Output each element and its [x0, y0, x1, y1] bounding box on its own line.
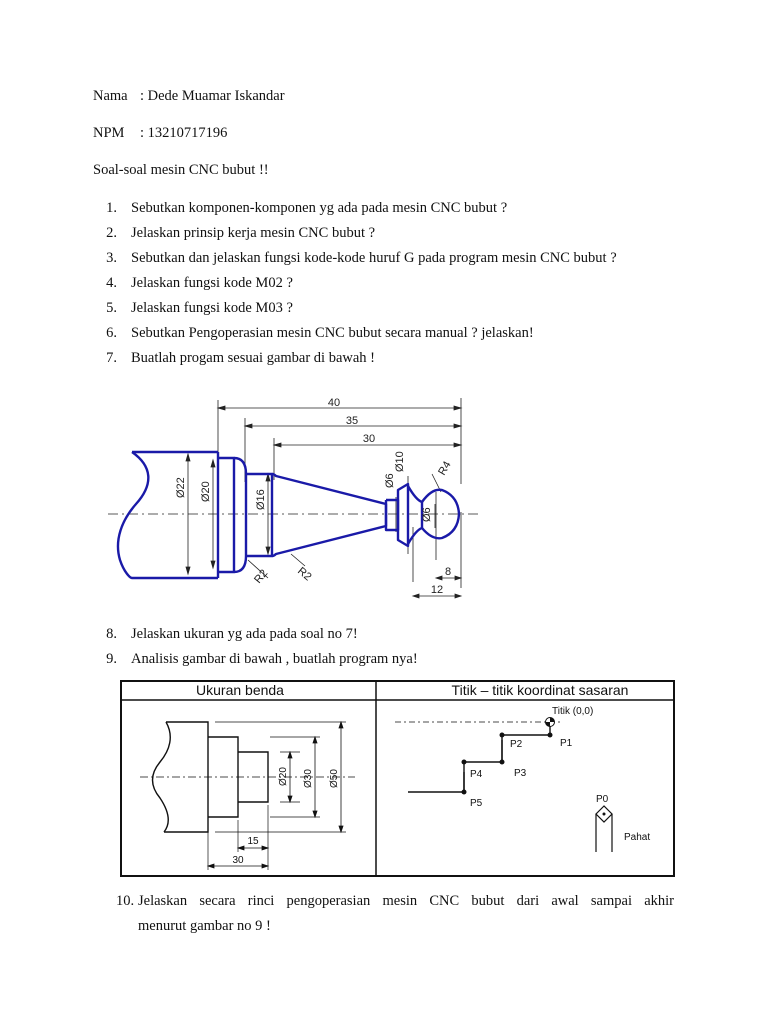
r4-label: R4: [436, 459, 454, 478]
npm-label: NPM: [93, 125, 125, 141]
dia-16: Ø16: [255, 489, 267, 510]
list-item: 3. Sebutkan dan jelaskan fungsi kode-kode huruf G pada program mesin CNC bubut ?: [106, 250, 617, 266]
dia-6a: Ø6: [384, 473, 396, 488]
nama-line: [93, 88, 285, 105]
list-item: 7. Buatlah progam sesuai gambar di bawah !: [106, 350, 376, 366]
dia-50-label: Ø50: [329, 769, 340, 788]
r2-label-a: R2: [252, 567, 271, 586]
p4-label: P4: [470, 769, 483, 780]
list-item: 2. Jelaskan prinsip kerja mesin CNC bubut ?: [106, 225, 376, 241]
dia-22: Ø22: [175, 477, 187, 498]
dia-20-label: Ø20: [278, 767, 289, 786]
right-panel-title: Titik – titik koordinat sasaran: [451, 682, 629, 698]
nama-label: Nama: [93, 88, 128, 104]
question-10-line1: Jelaskan secara rinci pengoperasian mesin CNC bubut dari awal sampai akhir: [138, 893, 674, 909]
p0-label: P0: [596, 794, 609, 805]
r2-label-b: R2: [295, 565, 314, 584]
question-10-number: 10.: [116, 893, 135, 909]
dia-20: Ø20: [200, 481, 212, 502]
npm-value: : 13210717196: [140, 125, 228, 141]
list-item: 9. Analisis gambar di bawah , buatlah program nya!: [106, 651, 418, 667]
dia-6b: Ø6: [421, 507, 433, 522]
dim-15-label: 15: [247, 836, 259, 847]
list-item: 6. Sebutkan Pengoperasian mesin CNC bubut secara manual ? jelaskan!: [106, 325, 534, 341]
question-10-line2: menurut gambar no 9 !: [138, 918, 271, 934]
shaft-drawing: [108, 392, 478, 604]
tool-label: Pahat: [624, 832, 651, 843]
p3-label: P3: [514, 768, 527, 779]
npm-line: [93, 125, 227, 142]
origin-label: Titik (0,0): [552, 706, 594, 717]
dim-35: 35: [345, 415, 359, 427]
coordinate-figure: [120, 680, 675, 877]
list-item: 5. Jelaskan fungsi kode M03 ?: [106, 300, 293, 316]
dim-30: 30: [362, 433, 376, 445]
dim-12: 12: [430, 584, 444, 596]
dia-30-label: Ø30: [303, 769, 314, 788]
dia-10: Ø10: [394, 451, 406, 472]
nama-value: : Dede Muamar Iskandar: [140, 88, 285, 104]
list-item: 4. Jelaskan fungsi kode M02 ?: [106, 275, 293, 291]
p1-label: P1: [560, 738, 573, 749]
dim-40: 40: [327, 397, 341, 409]
list-item: 8. Jelaskan ukuran yg ada pada soal no 7!: [106, 626, 358, 642]
list-item: 1. Sebutkan komponen-komponen yg ada pada mesin CNC bubut ?: [106, 200, 508, 216]
dim-8: 8: [444, 566, 452, 578]
left-panel-title: Ukuran benda: [196, 682, 284, 698]
dim-30-label: 30: [232, 855, 244, 866]
p5-label: P5: [470, 798, 483, 809]
page-title: Soal-soal mesin CNC bubut !!: [93, 162, 269, 178]
p2-label: P2: [510, 739, 523, 750]
